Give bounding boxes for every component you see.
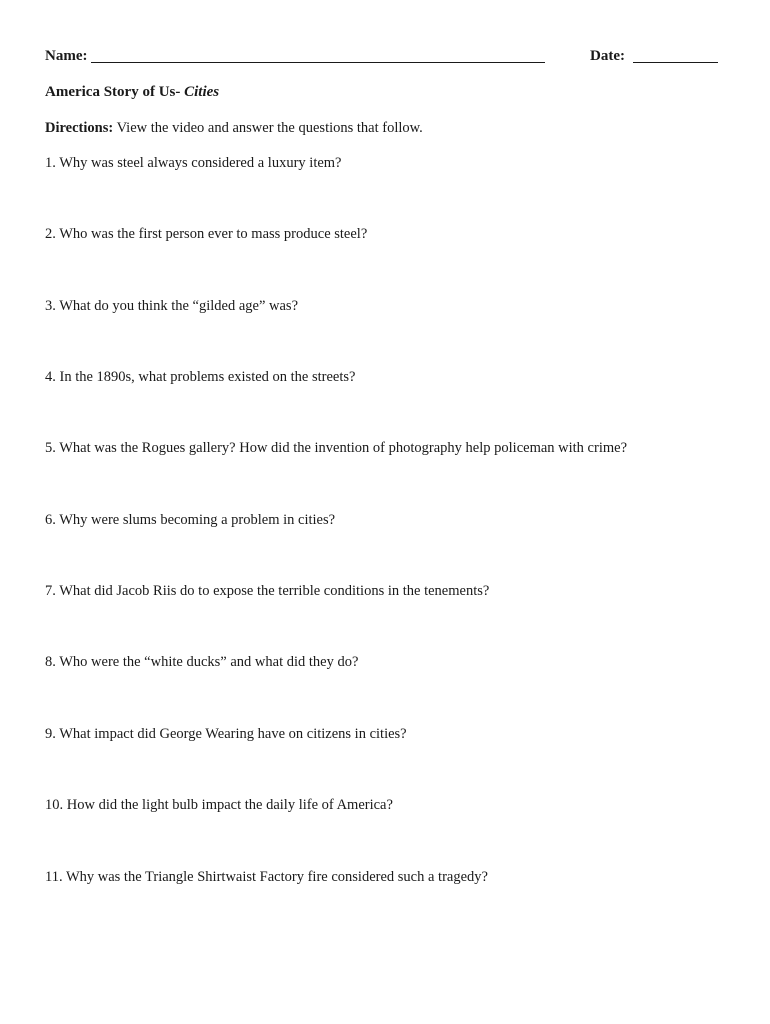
directions-text: View the video and answer the questions that follow. <box>113 120 423 136</box>
title-prefix: America Story of Us- <box>45 84 185 100</box>
question-9: 9. What impact did George Wearing have on citizens in cities? <box>45 726 407 742</box>
question-8: 8. Who were the “white ducks” and what did they do? <box>45 654 359 670</box>
question-10: 10. How did the light bulb impact the daily life of America? <box>45 797 393 813</box>
question-11: 11. Why was the Triangle Shirtwaist Factory fire considered such a tragedy? <box>45 869 488 885</box>
title-italic: Cities <box>184 84 220 100</box>
question-6: 6. Why were slums becoming a problem in cities? <box>45 512 336 528</box>
question-5: 5. What was the Rogues gallery? How did the invention of photography help policeman with crime? <box>45 440 628 456</box>
worksheet-header <box>45 46 718 68</box>
directions-label: Directions: <box>45 120 114 136</box>
date-blank-line <box>633 62 718 63</box>
question-3: 3. What do you think the “gilded age” was? <box>45 298 299 314</box>
question-1: 1. Why was steel always considered a luxury item? <box>45 155 342 171</box>
question-2: 2. Who was the first person ever to mass produce steel? <box>45 226 368 242</box>
name-blank-line <box>91 62 545 63</box>
name-label: Name: <box>45 48 88 64</box>
question-7: 7. What did Jacob Riis do to expose the terrible conditions in the tenements? <box>45 583 490 599</box>
directions <box>45 118 423 138</box>
date-label: Date: <box>590 48 625 64</box>
worksheet-title <box>45 82 219 102</box>
question-4: 4. In the 1890s, what problems existed on the streets? <box>45 369 356 385</box>
